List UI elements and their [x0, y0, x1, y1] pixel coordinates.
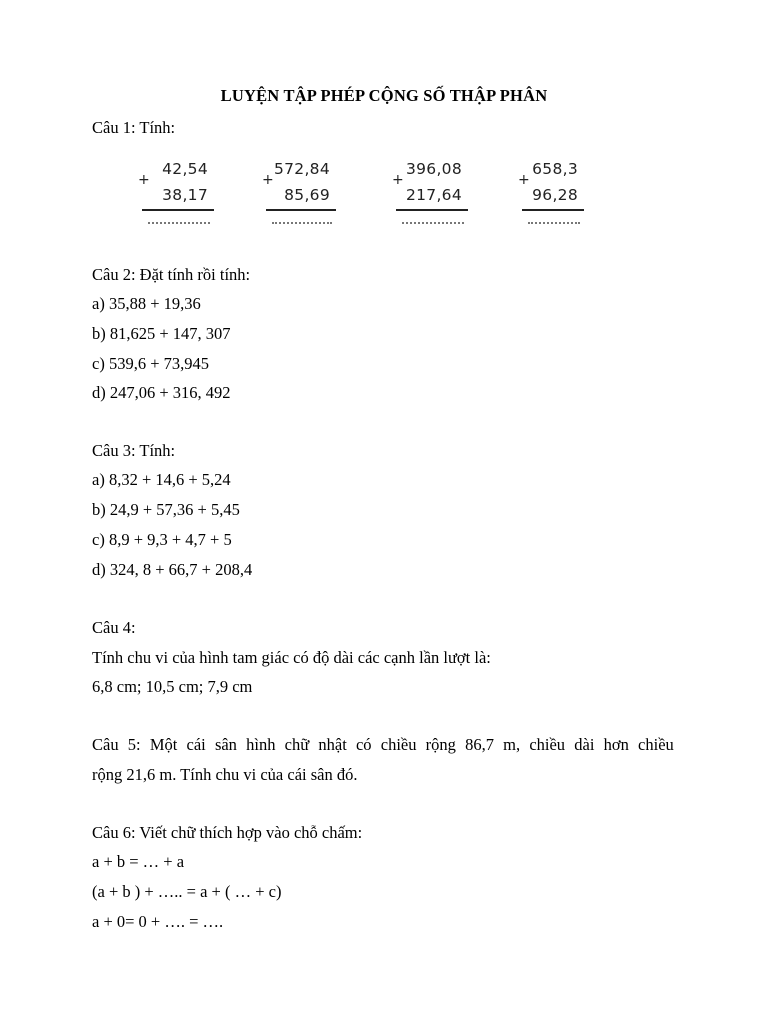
q6-item-2: (a + b ) + ….. = a + ( … + c): [92, 882, 282, 901]
sum-line: [396, 209, 468, 211]
q1-problem-1: [138, 160, 216, 240]
q3-heading: Câu 3: Tính:: [92, 441, 176, 460]
q1-heading: Câu 1: Tính:: [92, 118, 176, 137]
q1-problem-4: [518, 160, 586, 240]
q4-line-1: Tính chu vi của hình tam giác có độ dài các cạnh lần lượt là:: [92, 648, 491, 667]
q2-item-b: b) 81,625 + 147, 307: [92, 324, 231, 343]
plus-sign: +: [138, 172, 150, 188]
answer-dots: [148, 222, 210, 224]
plus-sign: +: [392, 172, 404, 188]
q1-problem-1-top-number: 42,54: [162, 160, 208, 178]
q2-item-d: d) 247,06 + 316, 492: [92, 383, 231, 402]
q6-heading: Câu 6: Viết chữ thích hợp vào chỗ chấm:: [92, 823, 363, 842]
q3-item-c: c) 8,9 + 9,3 + 4,7 + 5: [92, 530, 232, 549]
answer-dots: [402, 222, 464, 224]
q1-problem-2: [262, 160, 338, 240]
plus-sign: +: [262, 172, 274, 188]
sum-line: [522, 209, 584, 211]
q1-problem-4-bottom-number: 96,28: [532, 186, 578, 204]
q4-heading: Câu 4:: [92, 618, 136, 637]
q5-line-2: rộng 21,6 m. Tính chu vi của cái sân đó.: [92, 765, 358, 784]
q2-heading: Câu 2: Đặt tính rồi tính:: [92, 265, 251, 284]
sum-line: [266, 209, 336, 211]
answer-dots: [272, 222, 332, 224]
q1-problem-1-bottom-number: 38,17: [162, 186, 208, 204]
q6-item-3: a + 0= 0 + …. = ….: [92, 912, 224, 931]
q1-problem-3: [392, 160, 470, 240]
q1-problem-2-top-number: 572,84: [273, 160, 330, 178]
q1-problem-3-bottom-number: 217,64: [405, 186, 462, 204]
q2-item-a: a) 35,88 + 19,36: [92, 294, 201, 313]
plus-sign: +: [518, 172, 530, 188]
q4-line-2: 6,8 cm; 10,5 cm; 7,9 cm: [92, 677, 253, 696]
q3-item-a: a) 8,32 + 14,6 + 5,24: [92, 470, 231, 489]
q1-problem-3-top-number: 396,08: [405, 160, 462, 178]
q3-item-d: d) 324, 8 + 66,7 + 208,4: [92, 560, 253, 579]
q1-problem-4-top-number: 658,3: [532, 160, 578, 178]
q5-line-1: Câu 5: Một cái sân hình chữ nhật có chiều rộng 86,7 m, chiều dài hơn chiều: [92, 735, 674, 754]
q3-item-b: b) 24,9 + 57,36 + 5,45: [92, 500, 240, 519]
q6-item-1: a + b = … + a: [92, 852, 185, 871]
q1-problem-2-bottom-number: 85,69: [284, 186, 330, 204]
worksheet-title: LUYỆN TẬP PHÉP CỘNG SỐ THẬP PHÂN: [220, 86, 548, 105]
answer-dots: [528, 222, 580, 224]
sum-line: [142, 209, 214, 211]
q2-item-c: c) 539,6 + 73,945: [92, 354, 209, 373]
